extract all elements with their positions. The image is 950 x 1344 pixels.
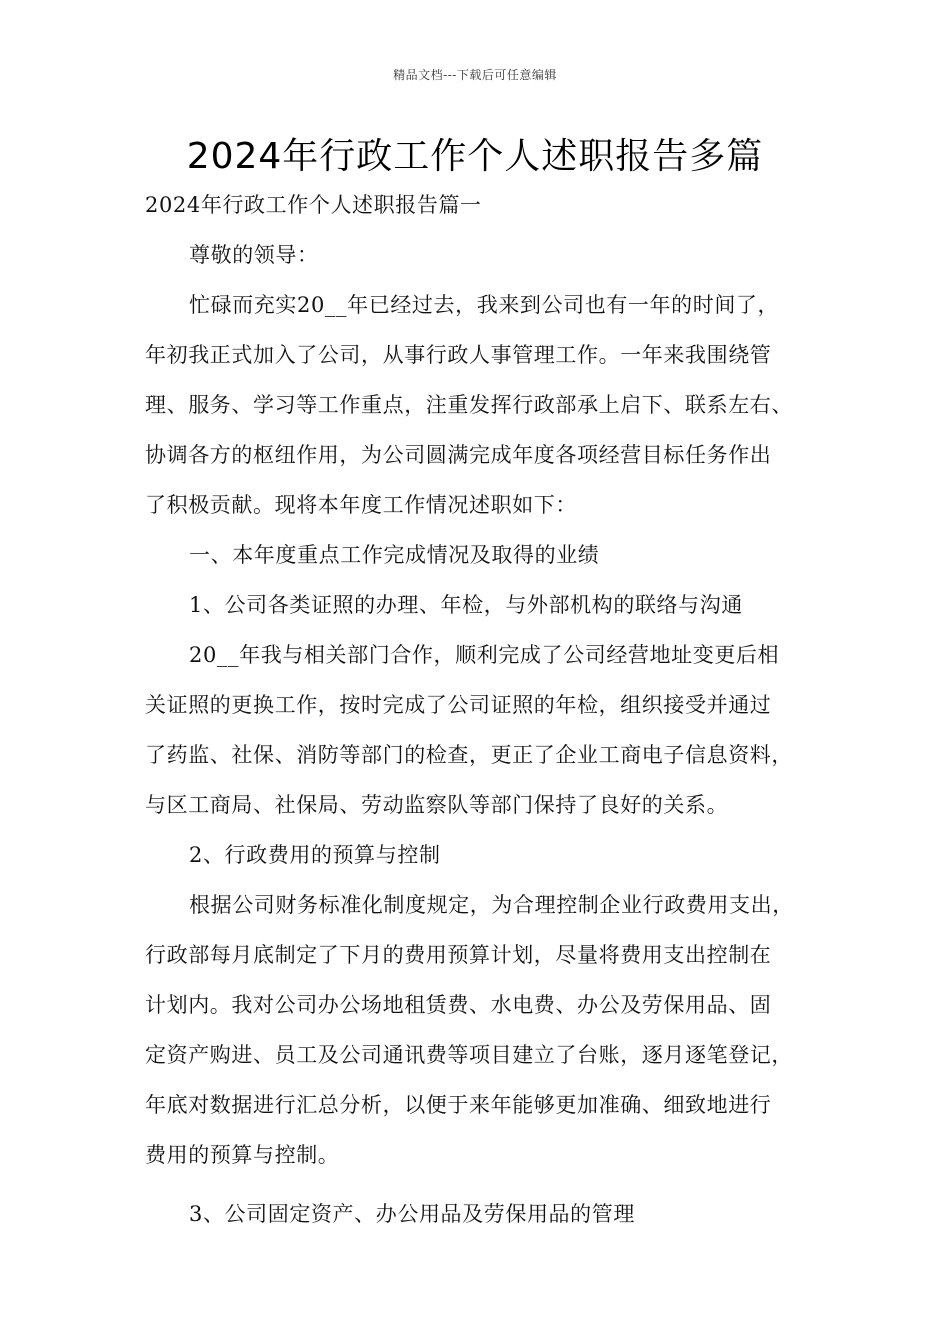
paragraph-line: 定资产购进、员工及公司通讯费等项目建立了台账，逐月逐笔登记，	[145, 1043, 793, 1067]
paragraph-line: 费用的预算与控制。	[145, 1143, 340, 1167]
item-heading: 3、公司固定资产、办公用品及劳保用品的管理	[189, 1202, 635, 1226]
paragraph-line: 忙碌而充实20__年已经过去，我来到公司也有一年的时间了，	[189, 293, 780, 317]
paragraph-line: 协调各方的枢纽作用，为公司圆满完成年度各项经营目标任务作出	[145, 443, 772, 467]
header-note: 精品文档---下载后可任意编辑	[393, 68, 557, 82]
paragraph-line: 与区工商局、社保局、劳动监察队等部门保持了良好的关系。	[145, 793, 729, 817]
item-heading: 2、行政费用的预算与控制	[189, 843, 441, 867]
paragraph-line: 理、服务、学习等工作重点，注重发挥行政部承上启下、联系左右、	[145, 393, 793, 417]
document-title: 2024年行政工作个人述职报告多篇	[186, 136, 764, 177]
paragraph-line: 年初我正式加入了公司，从事行政人事管理工作。一年来我围绕管	[145, 343, 772, 367]
paragraph-line: 了积极贡献。现将本年度工作情况述职如下：	[145, 493, 577, 517]
subsection-heading: 一、本年度重点工作完成情况及取得的业绩	[189, 543, 600, 567]
document-body	[145, 180, 835, 1239]
paragraph-line: 根据公司财务标准化制度规定，为合理控制企业行政费用支出，	[189, 893, 794, 917]
item-heading: 1、公司各类证照的办理、年检，与外部机构的联络与沟通	[189, 593, 743, 617]
section-heading: 2024年行政工作个人述职报告篇一	[145, 193, 482, 217]
paragraph-line: 计划内。我对公司办公场地租赁费、水电费、办公及劳保用品、固	[145, 993, 772, 1017]
paragraph-gap	[145, 1180, 835, 1189]
paragraph-line: 关证照的更换工作，按时完成了公司证照的年检，组织接受并通过	[145, 693, 772, 717]
paragraph-line: 了药监、社保、消防等部门的检查，更正了企业工商电子信息资料，	[145, 743, 793, 767]
salutation: 尊敬的领导：	[189, 243, 319, 267]
paragraph-line: 行政部每月底制定了下月的费用预算计划，尽量将费用支出控制在	[145, 943, 772, 967]
paragraph-line: 20__年我与相关部门合作，顺利完成了公司经营地址变更后相	[189, 643, 780, 667]
paragraph-line: 年底对数据进行汇总分析，以便于来年能够更加准确、细致地进行	[145, 1093, 772, 1117]
